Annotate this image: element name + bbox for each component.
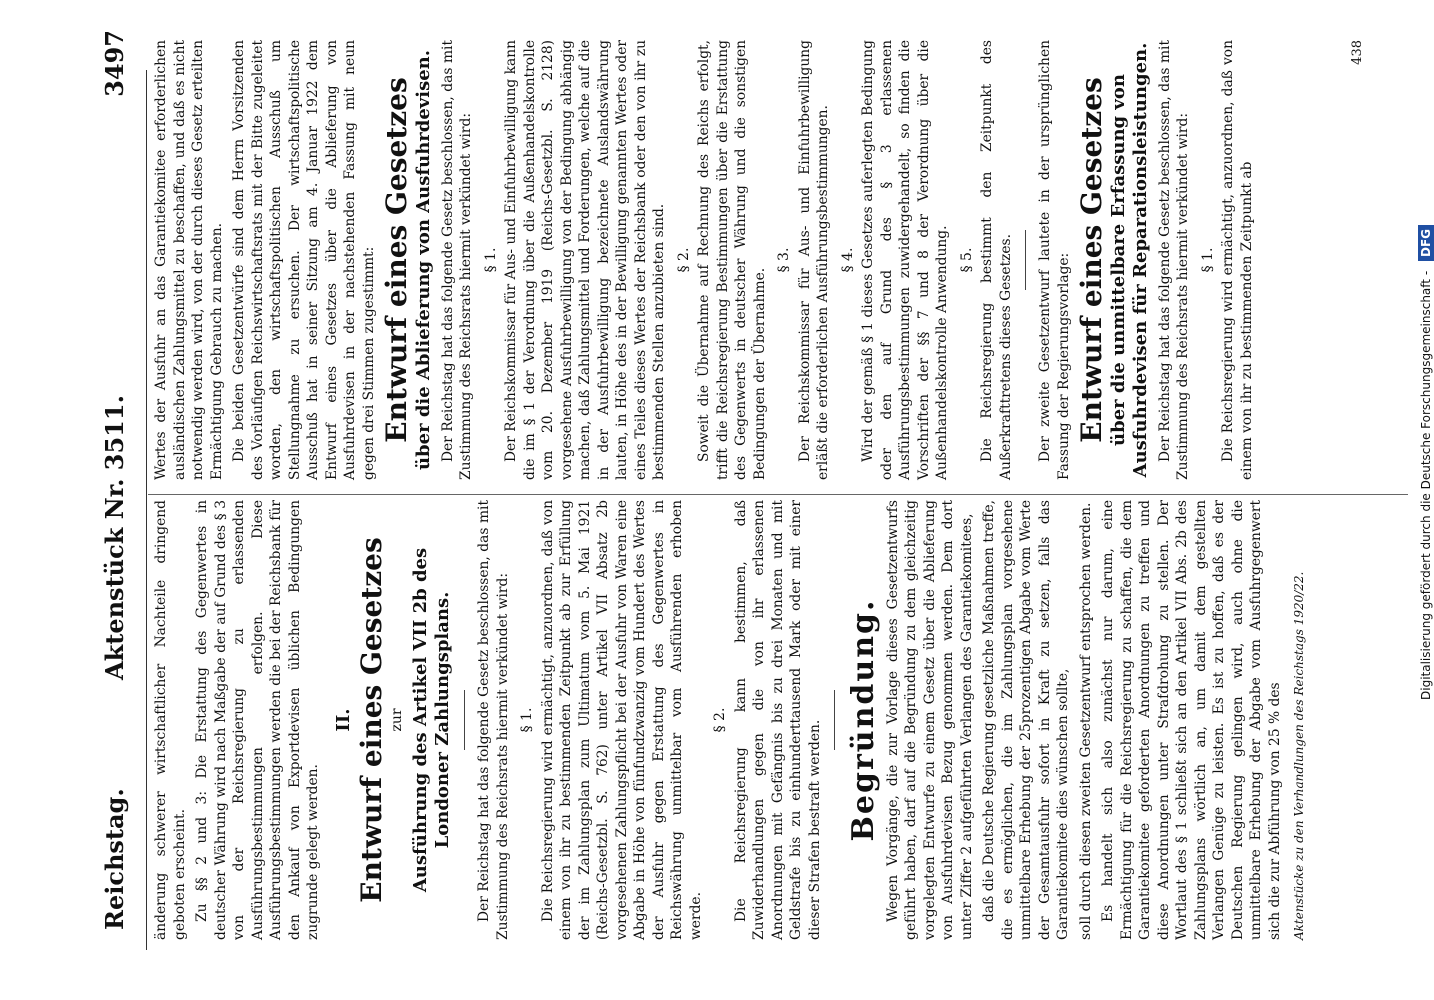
section-mark: § 3. — [776, 247, 792, 273]
paragraph: daß die Deutsche Regierung gesetzliche Maßnahmen treffe, die es ermöglichen, die im Zahlungsplan vorgesehene unmittelbare Erhebung der 25prozentigen Abgabe vom Werte der Gesamtausfuhr sofort in Kraft zu setzen, falls das Garantiekomitee dies wünschen sollte, — [981, 500, 1071, 940]
separator — [834, 690, 835, 750]
page-code: 438 — [1350, 40, 1365, 65]
paragraph: Zu §§ 2 und 3: Die Erstattung des Gegenwertes in deutscher Währung wird nach Maßgabe der auf Grund des § 3 von der Reichsregierung zu erlassenden Ausführungsbestimmungen erfolgen. Diese Ausführungsbestimmungen werden die bei der Reichsbank für den Ankauf von Exportdevisen üblichen Bedingungen zugrunde gelegt werden. — [194, 500, 321, 940]
section-mark: § 1. — [1199, 247, 1216, 273]
right-column — [152, 40, 1260, 480]
section-mark: § 2. — [712, 707, 728, 733]
column-divider — [148, 494, 1408, 495]
header-center: Aktenstück Nr. 3511. — [100, 395, 129, 680]
draft-title: Entwurf eines Gesetzes — [1075, 77, 1108, 443]
paragraph: Wegen Vorgänge, die zur Vorlage dieses Gesetzentwurfs geführt haben, darf auf die Begründung zu dem gleichzeitig vorgelegten Entwurfe zu einem Gesetz über die Ablieferung von Ausfuhrdevisen Bezug genommen werden. Dem dort unter Ziffer 2 aufgeführten Verlangen des Garantiekomitees, — [884, 500, 975, 940]
section-mark: § 1. — [482, 247, 499, 273]
paragraph: Die beiden Gesetzentwürfe sind dem Herrn Vorsitzenden des Vorläufigen Reichswirtschaftsrats mit der Bitte zugeleitet worden, den wirtschaftspolitischen Ausschuß um Stellungnahme zu ersuchen. Der wirtschaftspolitische Ausschuß hat in seiner Sitzung am 4. Januar 1922 dem Entwurf eines Gesetzes über die Ablieferung von Ausfuhrdevisen in der nachstehenden Fassung mit neun gegen drei Stimmen zugestimmt: — [231, 40, 377, 480]
page-header — [100, 0, 140, 1000]
draft-subtitle: über die Ablieferung von Ausfuhrdevisen. — [412, 49, 434, 471]
section-mark: § 5. — [958, 247, 975, 273]
draft-subtitle: Ausführung des Artikel VII 2b des Londoner Zahlungsplans. — [410, 547, 453, 893]
left-column — [152, 500, 1309, 940]
dfg-logo: DFG — [1418, 225, 1434, 261]
footnote: Aktenstücke zu den Verhandlungen des Reichstags 1920/22. — [1292, 571, 1306, 940]
header-left: Reichstag. — [100, 788, 129, 930]
digitization-credit — [1414, 0, 1434, 1000]
draft-subtitle-small: zur — [388, 708, 405, 732]
document-page — [40, 0, 1434, 1000]
paragraph: Die Reichsregierung kann bestimmen, daß Zuwiderhandlungen gegen die von ihr erlassenen Anordnungen mit Gefängnis bis zu drei Monaten und mit Geldstrafe bis zu einhunderttausend Mark oder mit einer dieser Strafen bestraft werden. — [732, 500, 823, 940]
header-page-number: 3497 — [100, 30, 129, 97]
paragraph: Der Reichskommissar für Aus- und Einfuhrbewilligung kann die im § 1 der Verordnung über die Außenhandelskontrolle vom 20. Dezember 1919 (Reichs-Gesetzbl. S. 2128) vorgesehene Ausfuhrbewilligung von der Bedingung abhängig machen, daß Zahlungsmittel und Forderungen, welche auf die in der Ausfuhrbewilligung bezeichnete Auslandswährung lauten, in Höhe des in der Bewilligung genannten Wertes oder eines Teiles dieses Wertes der Reichsbank oder den von ihr zu bestimmenden Stellen anzubieten sind. — [503, 40, 667, 480]
paragraph: Soweit die Übernahme auf Rechnung des Reichs erfolgt, trifft die Reichsregierung Bestimmungen über die Erstattung des Gegenwerts in deutscher Währung und die sonstigen Bedingungen der Übernahme. — [696, 40, 768, 480]
enactment-clause: Der Reichstag hat das folgende Gesetz beschlossen, das mit Zustimmung des Reichsrats hiermit verkündet wird: — [1156, 40, 1191, 480]
draft-title: Entwurf eines Gesetzes — [380, 77, 413, 443]
paragraph: Die Reichsregierung wird ermächtigt, anzuordnen, daß von einem von ihr zu bestimmenden Zeitpunkt ab — [1220, 40, 1255, 480]
separator — [1025, 230, 1026, 290]
paragraph: Der zweite Gesetzentwurf lautete in der ursprünglichen Fassung der Regierungsvorlage: — [1037, 40, 1072, 480]
enactment-clause: Der Reichstag hat das folgende Gesetz beschlossen, das mit Zustimmung des Reichsrats hiermit verkündet wird: — [476, 500, 511, 940]
roman-numeral: II. — [332, 708, 354, 732]
section-mark: § 4. — [839, 247, 856, 273]
header-rule — [146, 70, 147, 950]
draft-title: Entwurf eines Gesetzes — [355, 537, 388, 903]
draft-subtitle: über die unmittelbare Erfassung von Ausfuhrdevisen für Reparationsleistungen. — [1107, 42, 1151, 478]
paragraph: Es handelt sich also zunächst nur darum, eine Ermächtigung für die Reichsregierung zu schaffen, die dem Garantiekomitee geforderten Anordnungen zu treffen und diese Anordnungen unter Strafdrohung zu stellen. Der Wortlaut des § 1 schließt sich an den Artikel VII Abs. 2b des Zahlungsplans wörtlich an, um damit dem gestellten Verlangen Genüge zu leisten. Es ist zu hoffen, daß es der Deutschen Regierung gelingen wird, auch ohne die unmittelbare Erhebung der Abgabe vom Ausfuhrgegenwert sich die zur Abführung von 25 % des — [1100, 500, 1283, 940]
section-heading: Begründung. — [846, 598, 881, 842]
section-mark: § 2. — [675, 247, 692, 273]
separator — [464, 690, 465, 750]
paragraph: Die Reichsregierung bestimmt den Zeitpunkt des Außerkrafttretens dieses Gesetzes. — [979, 40, 1014, 480]
paragraph: Die Reichsregierung wird ermächtigt, anzuordnen, daß von einem von ihr zu bestimmenden Zeitpunkt ab zur Erfüllung der im Zahlungsplan zum Ultimatum vom 5. Mai 1921 (Reichs-Gesetzbl. S. 762) unter Artikel VII Absatz 2b vorgesehenen Zahlungspflicht bei der Ausfuhr von Waren eine Abgabe in Höhe von fünfundzwanzig vom Hundert des Wertes der Ausfuhr gegen Erstattung des Gegenwertes in Reichswährung unmittelbar vom Ausführenden erhoben werde. — [539, 500, 704, 940]
section-mark: § 1. — [519, 707, 535, 733]
paragraph: Wird der gemäß § 1 dieses Gesetzes auferlegten Bedingung oder den auf Grund des § 3 erlassenen Ausführungsbestimmungen zuwidergehandelt, so finden die Vorschriften der §§ 7 und 8 der Verordnung über die Außenhandelskontrolle Anwendung. — [860, 40, 950, 480]
paragraph: änderung schwerer wirtschaftlicher Nachteile dringend geboten erscheint. — [153, 500, 188, 940]
enactment-clause: Der Reichstag hat das folgende Gesetz beschlossen, das mit Zustimmung des Reichsrats hiermit verkündet wird: — [439, 40, 474, 480]
paragraph: Der Reichskommissar für Aus- und Einfuhrbewilligung erläßt die erforderlichen Ausführungsbestimmungen. — [796, 40, 831, 480]
credit-text: Digitalisierung gefördert durch die Deutsche Forschungsgemeinschaft - — [1419, 270, 1433, 700]
paragraph: Wertes der Ausfuhr an das Garantiekomitee erforderlichen ausländischen Zahlungsmittel zu beschaffen, und daß es nicht notwendig werden wird, von der durch dieses Gesetz erteilten Ermächtigung Gebrauch zu machen. — [153, 40, 225, 480]
paragraph: soll durch diesen zweiten Gesetzentwurf entsprochen werden. — [1077, 502, 1094, 940]
